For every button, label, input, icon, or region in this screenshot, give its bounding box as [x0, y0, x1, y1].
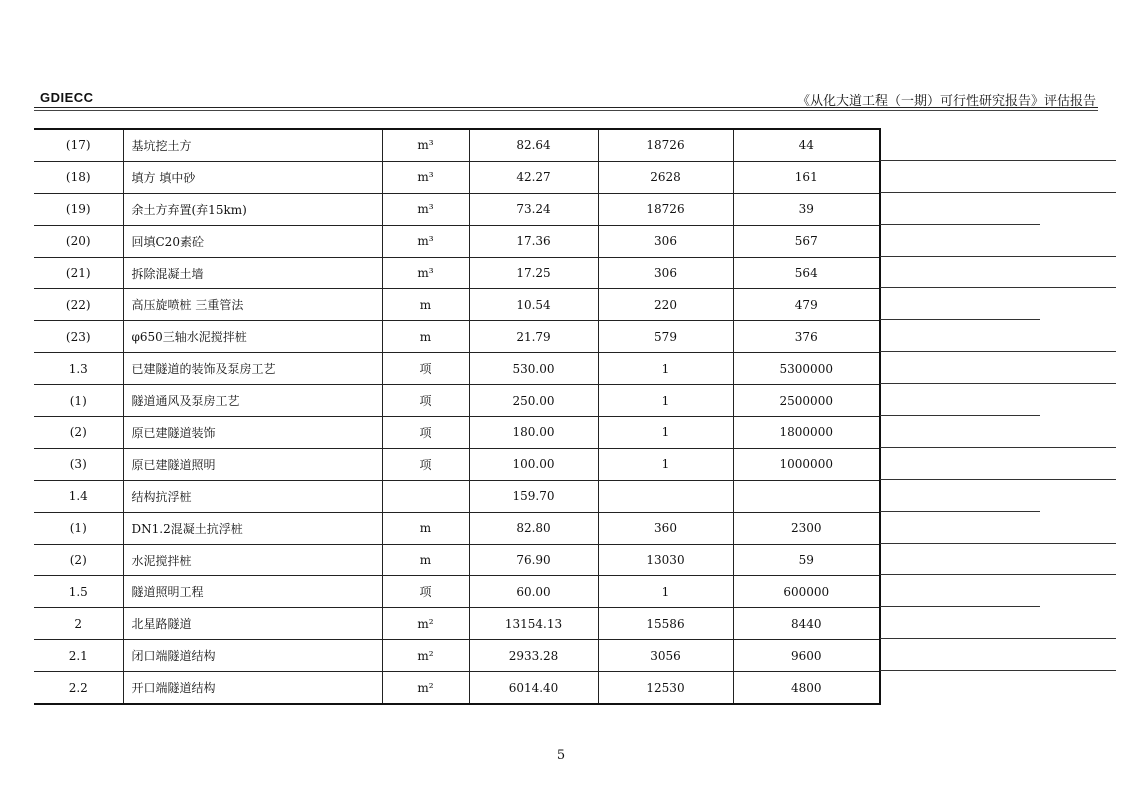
total-cell: 2500000 — [733, 385, 880, 417]
item-name-cell: 拆除混凝土墙 — [123, 257, 382, 289]
unit-price-cell: 17.25 — [469, 257, 598, 289]
quantity-cell: 220 — [598, 289, 733, 321]
item-number-cell: 1.4 — [34, 480, 123, 512]
unit-price-cell: 180.00 — [469, 417, 598, 449]
item-number-cell: 2 — [34, 608, 123, 640]
unit-price-cell: 76.90 — [469, 544, 598, 576]
item-name-cell: 隧道照明工程 — [123, 576, 382, 608]
unit-price-cell: 530.00 — [469, 353, 598, 385]
total-cell: 479 — [733, 289, 880, 321]
margin-rule — [880, 160, 1116, 161]
quantity-cell: 360 — [598, 512, 733, 544]
total-cell: 1800000 — [733, 417, 880, 449]
item-name-cell: 余土方弃置(弃15km) — [123, 193, 382, 225]
unit-cell: m — [382, 289, 469, 321]
table-row — [34, 576, 880, 608]
margin-rule — [880, 606, 1040, 607]
cost-estimate-table — [34, 128, 881, 705]
total-cell — [733, 480, 880, 512]
unit-cell: m — [382, 321, 469, 353]
quantity-cell: 12530 — [598, 672, 733, 704]
quantity-cell: 1 — [598, 417, 733, 449]
quantity-cell — [598, 480, 733, 512]
unit-price-cell: 2933.28 — [469, 640, 598, 672]
unit-cell: m³ — [382, 225, 469, 257]
margin-rule — [880, 447, 1116, 448]
total-cell: 600000 — [733, 576, 880, 608]
unit-cell: m³ — [382, 161, 469, 193]
item-number-cell: (20) — [34, 225, 123, 257]
unit-price-cell: 42.27 — [469, 161, 598, 193]
item-number-cell: 1.3 — [34, 353, 123, 385]
table-row — [34, 353, 880, 385]
margin-rule — [880, 224, 1040, 225]
quantity-cell: 3056 — [598, 640, 733, 672]
margin-rule — [880, 351, 1116, 352]
report-title: 《从化大道工程（一期）可行性研究报告》评估报告 — [796, 94, 1096, 109]
quantity-cell: 18726 — [598, 129, 733, 161]
margin-rule — [880, 256, 1116, 257]
item-number-cell: (18) — [34, 161, 123, 193]
item-number-cell: (1) — [34, 512, 123, 544]
unit-price-cell: 82.64 — [469, 129, 598, 161]
table-row — [34, 672, 880, 704]
table-margin-lines — [880, 128, 1116, 702]
table-row — [34, 161, 880, 193]
item-name-cell: 基坑挖土方 — [123, 129, 382, 161]
unit-cell — [382, 480, 469, 512]
quantity-cell: 13030 — [598, 544, 733, 576]
margin-rule — [880, 638, 1116, 639]
unit-cell: m² — [382, 672, 469, 704]
table-row — [34, 193, 880, 225]
total-cell: 39 — [733, 193, 880, 225]
quantity-cell: 1 — [598, 385, 733, 417]
item-number-cell: (2) — [34, 417, 123, 449]
margin-rule — [880, 415, 1040, 416]
item-name-cell: 闭口端隧道结构 — [123, 640, 382, 672]
unit-cell: 项 — [382, 576, 469, 608]
table-row — [34, 289, 880, 321]
unit-cell: 项 — [382, 417, 469, 449]
unit-price-cell: 10.54 — [469, 289, 598, 321]
margin-rule — [880, 543, 1116, 544]
item-number-cell: 2.2 — [34, 672, 123, 704]
unit-cell: m³ — [382, 193, 469, 225]
item-name-cell: 水泥搅拌桩 — [123, 544, 382, 576]
quantity-cell: 1 — [598, 448, 733, 480]
item-number-cell: (17) — [34, 129, 123, 161]
item-number-cell: (21) — [34, 257, 123, 289]
total-cell: 2300 — [733, 512, 880, 544]
unit-cell: 项 — [382, 353, 469, 385]
item-name-cell: 隧道通风及泵房工艺 — [123, 385, 382, 417]
table-row — [34, 129, 880, 161]
item-number-cell: (19) — [34, 193, 123, 225]
quantity-cell: 15586 — [598, 608, 733, 640]
table-row — [34, 321, 880, 353]
quantity-cell: 1 — [598, 576, 733, 608]
unit-cell: m³ — [382, 257, 469, 289]
unit-price-cell: 100.00 — [469, 448, 598, 480]
unit-cell: m² — [382, 608, 469, 640]
quantity-cell: 1 — [598, 353, 733, 385]
unit-price-cell: 159.70 — [469, 480, 598, 512]
item-name-cell: DN1.2混凝土抗浮桩 — [123, 512, 382, 544]
margin-rule — [880, 670, 1116, 671]
quantity-cell: 306 — [598, 257, 733, 289]
unit-cell: m² — [382, 640, 469, 672]
item-name-cell: 已建隧道的装饰及泵房工艺 — [123, 353, 382, 385]
unit-cell: m — [382, 512, 469, 544]
unit-cell: 项 — [382, 448, 469, 480]
total-cell: 376 — [733, 321, 880, 353]
unit-price-cell: 73.24 — [469, 193, 598, 225]
total-cell: 8440 — [733, 608, 880, 640]
item-number-cell: 1.5 — [34, 576, 123, 608]
item-name-cell: 原已建隧道装饰 — [123, 417, 382, 449]
total-cell: 9600 — [733, 640, 880, 672]
margin-rule — [880, 479, 1116, 480]
unit-price-cell: 250.00 — [469, 385, 598, 417]
margin-rule — [880, 383, 1116, 384]
margin-rule — [880, 287, 1116, 288]
total-cell: 564 — [733, 257, 880, 289]
table-row — [34, 417, 880, 449]
margin-rule — [880, 319, 1040, 320]
item-number-cell: (3) — [34, 448, 123, 480]
item-number-cell: (23) — [34, 321, 123, 353]
margin-rule — [880, 511, 1040, 512]
item-number-cell: 2.1 — [34, 640, 123, 672]
item-number-cell: (2) — [34, 544, 123, 576]
item-name-cell: 原已建隧道照明 — [123, 448, 382, 480]
table-row — [34, 385, 880, 417]
unit-price-cell: 13154.13 — [469, 608, 598, 640]
unit-cell: 项 — [382, 385, 469, 417]
org-code: GDIECC — [40, 90, 94, 105]
unit-price-cell: 82.80 — [469, 512, 598, 544]
quantity-cell: 18726 — [598, 193, 733, 225]
total-cell: 4800 — [733, 672, 880, 704]
total-cell: 59 — [733, 544, 880, 576]
table-row — [34, 480, 880, 512]
table-row — [34, 257, 880, 289]
table-row — [34, 225, 880, 257]
unit-price-cell: 21.79 — [469, 321, 598, 353]
quantity-cell: 2628 — [598, 161, 733, 193]
header-rule-secondary — [34, 110, 1098, 111]
total-cell: 44 — [733, 129, 880, 161]
unit-cell: m³ — [382, 129, 469, 161]
total-cell: 567 — [733, 225, 880, 257]
unit-price-cell: 17.36 — [469, 225, 598, 257]
unit-price-cell: 6014.40 — [469, 672, 598, 704]
quantity-cell: 579 — [598, 321, 733, 353]
item-name-cell: 北星路隧道 — [123, 608, 382, 640]
total-cell: 5300000 — [733, 353, 880, 385]
total-cell: 161 — [733, 161, 880, 193]
page-number: 5 — [556, 748, 566, 763]
item-name-cell: 回填C20素砼 — [123, 225, 382, 257]
item-name-cell: 开口端隧道结构 — [123, 672, 382, 704]
table-row — [34, 512, 880, 544]
total-cell: 1000000 — [733, 448, 880, 480]
unit-cell: m — [382, 544, 469, 576]
item-name-cell: φ650三轴水泥搅拌桩 — [123, 321, 382, 353]
item-number-cell: (1) — [34, 385, 123, 417]
item-name-cell: 结构抗浮桩 — [123, 480, 382, 512]
margin-rule — [880, 192, 1116, 193]
item-name-cell: 高压旋喷桩 三重管法 — [123, 289, 382, 321]
table-row — [34, 608, 880, 640]
table-row — [34, 640, 880, 672]
item-name-cell: 填方 填中砂 — [123, 161, 382, 193]
table-row — [34, 448, 880, 480]
margin-rule — [880, 574, 1116, 575]
header-rule — [34, 107, 1098, 108]
item-number-cell: (22) — [34, 289, 123, 321]
unit-price-cell: 60.00 — [469, 576, 598, 608]
quantity-cell: 306 — [598, 225, 733, 257]
table-row — [34, 544, 880, 576]
